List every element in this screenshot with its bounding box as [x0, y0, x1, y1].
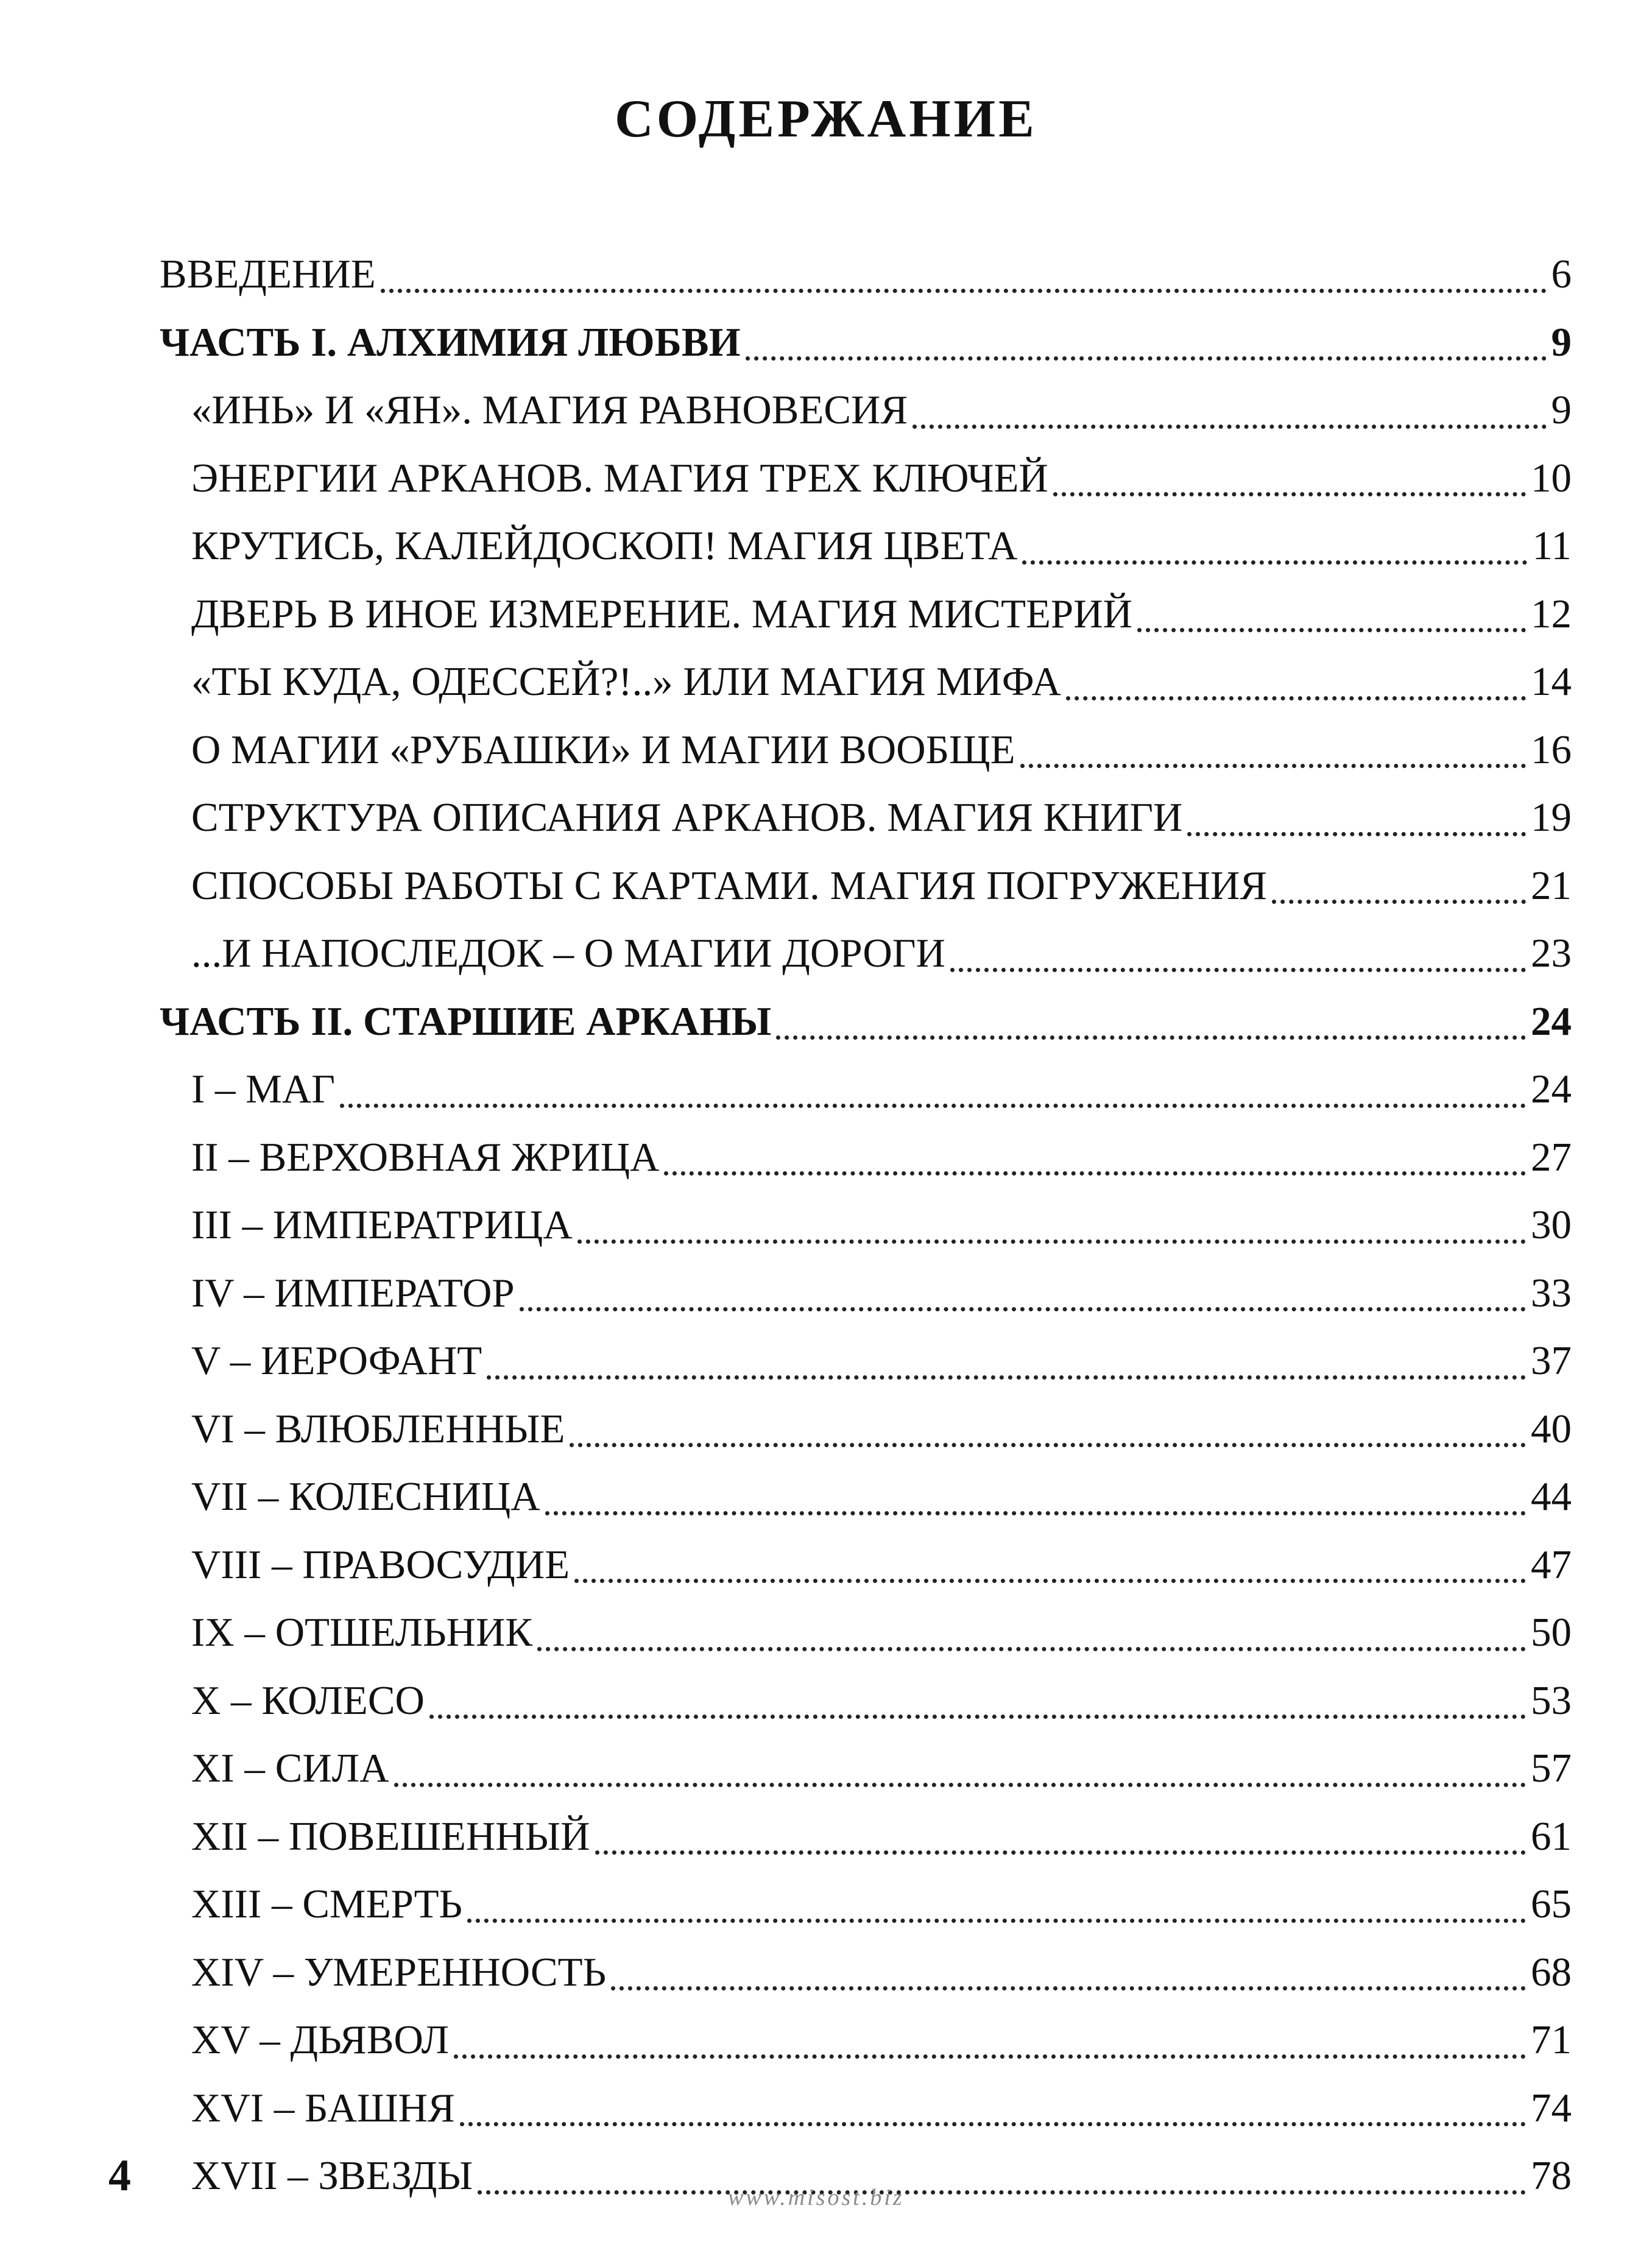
toc-entry-page: 47 [1531, 1542, 1572, 1587]
toc-entry [160, 1056, 1572, 1124]
toc-entry [160, 852, 1572, 920]
toc-entry-title: ДВЕРЬ В ИНОЕ ИЗМЕРЕНИЕ. МАГИЯ МИСТЕРИЙ [191, 591, 1132, 636]
dot-leader [340, 1104, 1526, 1108]
toc-entry [160, 716, 1572, 784]
toc-entry-page: 16 [1531, 727, 1572, 772]
toc-entry-title: XV – ДЬЯВОЛ [191, 2017, 450, 2063]
dot-leader [950, 968, 1526, 972]
toc-entry-page: 37 [1531, 1338, 1572, 1384]
dot-leader [1022, 560, 1527, 565]
dot-leader [776, 1035, 1526, 1040]
toc-entry-title: X – КОЛЕСО [191, 1677, 425, 1723]
toc-entry [160, 1870, 1572, 1939]
dot-leader [545, 1511, 1526, 1515]
toc-entry-title: ЭНЕРГИИ АРКАНОВ. МАГИЯ ТРЕХ КЛЮЧЕЙ [191, 455, 1048, 501]
toc-entry-page: 9 [1551, 387, 1572, 433]
toc-entry-title: ВВЕДЕНИЕ [160, 252, 376, 297]
toc-entry-page: 6 [1551, 252, 1572, 297]
dot-leader [429, 1715, 1526, 1719]
toc-entry [160, 241, 1572, 309]
toc-entry [160, 1463, 1572, 1531]
toc-entry-title: VIII – ПРАВОСУДИЕ [191, 1542, 570, 1587]
dot-leader [381, 289, 1547, 293]
dot-leader [1272, 900, 1526, 904]
toc-entry-title: I – МАГ [191, 1067, 336, 1112]
dot-leader [664, 1171, 1526, 1176]
toc-entry-page: 10 [1531, 455, 1572, 501]
toc-entry-title: VII – КОЛЕСНИЦА [191, 1474, 540, 1520]
toc-entry-title: ...И НАПОСЛЕДОК – О МАГИИ ДОРОГИ [191, 931, 945, 976]
dot-leader [746, 356, 1547, 361]
toc-entry-page: 71 [1531, 2017, 1572, 2063]
dot-leader [487, 1375, 1526, 1380]
dot-leader [1053, 492, 1526, 496]
table-of-contents [160, 241, 1572, 2210]
toc-entry-title: VI – ВЛЮБЛЕННЫЕ [191, 1406, 565, 1451]
toc-entry-page: 23 [1531, 931, 1572, 976]
toc-entry-page: 33 [1531, 1270, 1572, 1316]
toc-entry [160, 2075, 1572, 2143]
toc-entry-title: XII – ПОВЕШЕННЫЙ [191, 1813, 590, 1859]
toc-entry [160, 648, 1572, 716]
toc-entry [160, 2006, 1572, 2075]
watermark: www.misost.biz [728, 2185, 905, 2210]
toc-entry-title: ЧАСТЬ II. СТАРШИЕ АРКАНЫ [160, 998, 772, 1044]
toc-entry-page: 50 [1531, 1610, 1572, 1655]
toc-entry-title: XVII – ЗВЕЗДЫ [191, 2153, 473, 2199]
toc-entry-page: 30 [1531, 1202, 1572, 1248]
toc-entry-title: «ИНЬ» И «ЯН». МАГИЯ РАВНОВЕСИЯ [191, 387, 908, 433]
dot-leader [454, 2054, 1526, 2059]
toc-entry-title: «ТЫ КУДА, ОДЕССЕЙ?!..» ИЛИ МАГИЯ МИФА [191, 659, 1061, 705]
toc-entry-page: 21 [1531, 862, 1572, 908]
toc-entry-page: 12 [1531, 591, 1572, 636]
toc-entry-page: 65 [1531, 1881, 1572, 1927]
toc-entry-page: 27 [1531, 1134, 1572, 1180]
toc-entry [160, 1939, 1572, 2007]
dot-leader [467, 1919, 1526, 1923]
toc-entry-page: 53 [1531, 1677, 1572, 1723]
toc-entry-title: III – ИМПЕРАТРИЦА [191, 1202, 573, 1248]
toc-entry-page: 57 [1531, 1746, 1572, 1791]
toc-entry-title: XI – СИЛА [191, 1746, 389, 1791]
toc-entry-title: V – ИЕРОФАНТ [191, 1338, 482, 1384]
toc-entry [160, 1191, 1572, 1260]
toc-entry-title: XIV – УМЕРЕННОСТЬ [191, 1949, 607, 1995]
toc-entry-page: 40 [1531, 1406, 1572, 1451]
toc-entry [160, 1667, 1572, 1735]
toc-entry-page: 24 [1531, 1067, 1572, 1112]
toc-entry-title: ЧАСТЬ I. АЛХИМИЯ ЛЮБВИ [160, 319, 741, 365]
page-title: СОДЕРЖАНИЕ [615, 90, 1037, 149]
dot-leader [537, 1647, 1526, 1651]
toc-entry [160, 1531, 1572, 1599]
toc-entry-page: 19 [1531, 795, 1572, 841]
dot-leader [1187, 832, 1526, 836]
toc-entry [160, 1260, 1572, 1328]
toc-entry-page: 74 [1531, 2085, 1572, 2131]
dot-leader [577, 1239, 1526, 1244]
toc-entry [160, 784, 1572, 852]
dot-leader [460, 2122, 1526, 2126]
toc-entry-title: О МАГИИ «РУБАШКИ» И МАГИИ ВООБЩЕ [191, 727, 1015, 772]
dot-leader [1066, 696, 1526, 700]
page-number: 4 [108, 2151, 131, 2201]
toc-entry [160, 1327, 1572, 1395]
toc-entry-page: 14 [1531, 659, 1572, 705]
toc-entry-page: 9 [1551, 319, 1572, 365]
toc-entry [160, 309, 1572, 377]
toc-entry-page: 61 [1531, 1813, 1572, 1859]
toc-entry-title: XVI – БАШНЯ [191, 2085, 455, 2131]
dot-leader [574, 1579, 1526, 1583]
toc-entry-title: II – ВЕРХОВНАЯ ЖРИЦА [191, 1134, 660, 1180]
toc-entry-title: КРУТИСЬ, КАЛЕЙДОСКОП! МАГИЯ ЦВЕТА [191, 523, 1018, 569]
toc-entry [160, 376, 1572, 445]
dot-leader [611, 1986, 1526, 1990]
dot-leader [394, 1783, 1526, 1787]
dot-leader [595, 1850, 1527, 1855]
dot-leader [520, 1307, 1526, 1311]
toc-entry-page: 68 [1531, 1949, 1572, 1995]
dot-leader [570, 1443, 1526, 1447]
toc-entry-title: СПОСОБЫ РАБОТЫ С КАРТАМИ. МАГИЯ ПОГРУЖЕНИЯ [191, 862, 1268, 908]
toc-entry [160, 920, 1572, 988]
toc-entry [160, 1395, 1572, 1464]
dot-leader [912, 425, 1546, 429]
toc-entry [160, 580, 1572, 649]
toc-entry-title: XIII – СМЕРТЬ [191, 1881, 462, 1927]
toc-entry [160, 988, 1572, 1056]
toc-entry [160, 1803, 1572, 1871]
toc-entry [160, 445, 1572, 513]
toc-entry [160, 1124, 1572, 1192]
toc-entry-page: 24 [1531, 998, 1572, 1044]
toc-entry [160, 1735, 1572, 1803]
toc-entry-page: 78 [1531, 2153, 1572, 2199]
toc-entry-page: 11 [1532, 523, 1572, 569]
toc-entry [160, 1599, 1572, 1667]
toc-entry-title: IV – ИМПЕРАТОР [191, 1270, 515, 1316]
dot-leader [1020, 764, 1526, 768]
dot-leader [1137, 628, 1526, 632]
toc-entry [160, 512, 1572, 580]
toc-entry-title: СТРУКТУРА ОПИСАНИЯ АРКАНОВ. МАГИЯ КНИГИ [191, 795, 1183, 841]
toc-entry-title: IX – ОТШЕЛЬНИК [191, 1610, 533, 1655]
toc-entry-page: 44 [1531, 1474, 1572, 1520]
dot-leader [478, 2190, 1526, 2195]
